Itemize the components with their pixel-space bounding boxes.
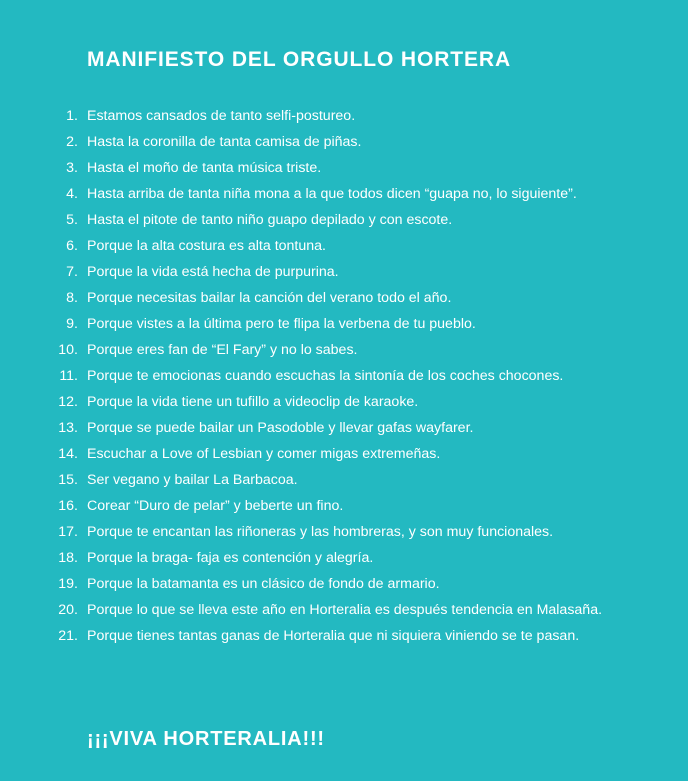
list-item-text: Estamos cansados de tanto selfi-postureo. bbox=[87, 108, 356, 124]
list-item-number: 1. bbox=[66, 108, 78, 124]
list-item-text: Ser vegano y bailar La Barbacoa. bbox=[87, 472, 298, 488]
list-item-text: Escuchar a Love of Lesbian y comer migas extremeñas. bbox=[87, 446, 441, 462]
list-item-number: 17. bbox=[58, 524, 78, 540]
list-item-number: 4. bbox=[66, 186, 78, 202]
list-item-number: 19. bbox=[58, 576, 78, 592]
list-item-text: Porque te emocionas cuando escuchas la sintonía de los coches chocones. bbox=[87, 368, 564, 384]
list-item-text: Porque la vida está hecha de purpurina. bbox=[87, 264, 339, 280]
list-item-text: Porque la vida tiene un tufillo a videoclip de karaoke. bbox=[87, 394, 419, 410]
list-item-number: 20. bbox=[58, 602, 78, 618]
list-item-number: 3. bbox=[66, 160, 78, 176]
list-item-text: Porque tienes tantas ganas de Horteralia que ni siquiera viniendo se te pasan. bbox=[87, 628, 580, 644]
list-item-text: Porque la braga- faja es contención y alegría. bbox=[87, 550, 374, 566]
list-item-text: Corear “Duro de pelar” y beberte un fino. bbox=[87, 498, 344, 514]
list-item-number: 10. bbox=[58, 342, 78, 358]
list-item-text: Porque vistes a la última pero te flipa la verbena de tu pueblo. bbox=[87, 316, 476, 332]
list-item-text: Porque lo que se lleva este año en Horteralia es después tendencia en Malasaña. bbox=[87, 602, 603, 618]
list-item-text: Porque te encantan las riñoneras y las hombreras, y son muy funcionales. bbox=[87, 524, 554, 540]
page-title: MANIFIESTO DEL ORGULLO HORTERA bbox=[87, 48, 512, 72]
list-item-text: Porque la batamanta es un clásico de fondo de armario. bbox=[87, 576, 440, 592]
list-item-text: Hasta la coronilla de tanta camisa de piñas. bbox=[87, 134, 362, 150]
list-item-text: Hasta el moño de tanta música triste. bbox=[87, 160, 322, 176]
list-item-text: Porque eres fan de “El Fary” y no lo sabes. bbox=[87, 342, 358, 358]
list-item-number: 18. bbox=[58, 550, 78, 566]
list-item-text: Porque necesitas bailar la canción del verano todo el año. bbox=[87, 290, 452, 306]
list-item-number: 21. bbox=[58, 628, 78, 644]
list-item-text: Hasta arriba de tanta niña mona a la que todos dicen “guapa no, lo siguiente”. bbox=[87, 186, 577, 202]
list-item-text: Porque se puede bailar un Pasodoble y llevar gafas wayfarer. bbox=[87, 420, 474, 436]
list-item-number: 6. bbox=[66, 238, 78, 254]
list-item-number: 9. bbox=[66, 316, 78, 332]
list-item-number: 16. bbox=[58, 498, 78, 514]
list-item-number: 12. bbox=[58, 394, 78, 410]
list-item-number: 15. bbox=[58, 472, 78, 488]
closing-slogan: ¡¡¡VIVA HORTERALIA!!! bbox=[87, 728, 325, 750]
list-item-text: Hasta el pitote de tanto niño guapo depilado y con escote. bbox=[87, 212, 453, 228]
list-item-text: Porque la alta costura es alta tontuna. bbox=[87, 238, 326, 254]
list-item-number: 13. bbox=[58, 420, 78, 436]
list-item-number: 8. bbox=[66, 290, 78, 306]
list-item-number: 2. bbox=[66, 134, 78, 150]
list-item-number: 7. bbox=[66, 264, 78, 280]
list-item-number: 14. bbox=[58, 446, 78, 462]
list-item-number: 11. bbox=[59, 368, 78, 384]
list-item-number: 5. bbox=[66, 212, 78, 228]
